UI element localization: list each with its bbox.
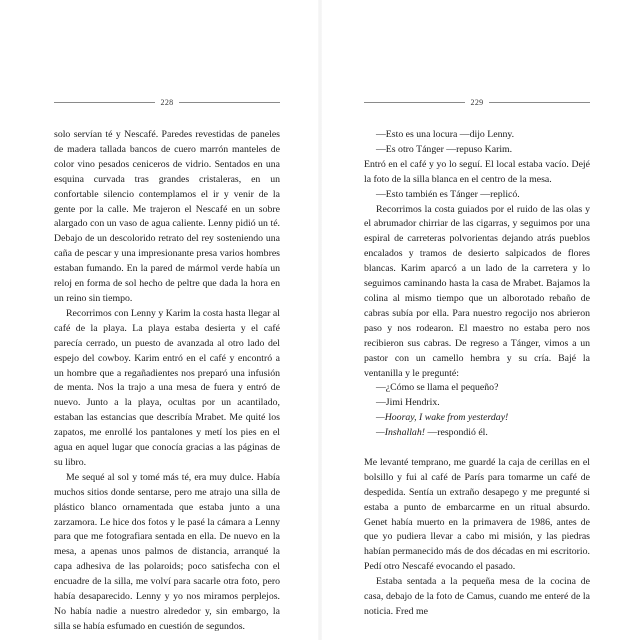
- paragraph: Recorrimos la costa guiados por el ruido de las olas y el abrumador chirriar de las cigarras, y seguimos por una espiral de carreteras polvorientas dejando atrás pueblos encalados y tramos de desierto salpicados de flores blancas. Karim aparcó a un lado de la carretera y lo seguimos caminando hasta la casa de Mrabet. Bajamos la colina al mismo tiempo que un alborotado rebaño de cabras subía por ella. Para nuestro regocijo nos abrieron paso y nos rodearon. El maestro no estaba pero nos recibieron sus cabras. De regreso a Tánger, vimos a un pastor con un camello hembra y su cría. Bajé la ventanilla y le pregunté:: [364, 203, 590, 379]
- page-number: 229: [470, 98, 484, 107]
- dialogue-line: —Esto es una locura —dijo Lenny.: [376, 129, 515, 140]
- right-page: [322, 0, 640, 640]
- paragraph: Estaba sentada a la pequeña mesa de la cocina de casa, debajo de la foto de Camus, cuando me enteré de la noticia. Fred me: [364, 576, 590, 617]
- header-rule-left: [54, 102, 155, 103]
- dialogue-line: —Jimi Hendrix.: [376, 397, 440, 409]
- dialogue-line: —¿Cómo se llama el pequeño?: [376, 382, 499, 394]
- paragraph: Entró en el café y yo lo seguí. El local estaba vacío. Dejé la foto de la silla blanca en el centro de la mesa.: [364, 158, 590, 185]
- dialogue-attribution: —respondió él.: [425, 427, 488, 439]
- italic-dialogue: —Hooray, I wake from yesterday!: [376, 412, 509, 424]
- dialogue-line: [364, 411, 590, 426]
- italic-dialogue: —Inshallah!: [376, 427, 425, 439]
- left-page: [0, 0, 318, 640]
- right-page-body: [364, 128, 590, 620]
- header-rule-left: [364, 102, 465, 103]
- header-rule-right: [179, 102, 280, 103]
- paragraph: Recorrimos con Lenny y Karim la costa hasta llegar al café de la playa. La playa estaba desierta y el café parecía cerrado, un puesto de avanzada al otro lado del espejo del cowboy. Karim entró en el café y encontró a un hombre que a regañadientes nos preparó una infusión de menta. Nos la trajo a una mesa de fuera y entró de nuevo. Junto a la playa, ocultas por un acantilado, estaban las estancias que describía Mrabet. Me quité los zapatos, me enrollé los pantalones y metí los pies en el agua en aquel lugar que conocía gracias a las páginas de su libro.: [54, 307, 280, 468]
- paragraph: solo servían té y Nescafé. Paredes revestidas de paneles de madera tallada bancos de cuero marrón manteles de color vino pesados ceniceros de vidrio. Sentados en una esquina curvada tras grandes cristaleras, en un confortable silencio contemplamos el ir y venir de la gente por la calle. Me trajeron el Nescafé en un sobre alargado con un vaso de agua caliente. Lenny pidió un té. Debajo de un descolorido retrato del rey sosteniendo una caña de pescar y una impresionante presa varios hombres estaban fumando. En la pared de mármol verde había un reloj en forma de sol hecho de peltre que dada la hora en un reino sin tiempo.: [54, 129, 280, 304]
- left-page-header: [54, 98, 280, 107]
- page-number: 228: [160, 98, 174, 107]
- header-rule-right: [489, 102, 590, 103]
- paragraph: Me levanté temprano, me guardé la caja de cerillas en el bolsillo y fui al café de París para tomarme un café de despedida. Sentía un extraño desapego y me pregunté si estaba a punto de embarcarme en un ritual absurdo. Genet había muerto en la primavera de 1986, antes de que yo pudiera llevar a cabo mi misión, y las piedras habían permanecido más de dos décadas en mi escritorio. Pedí otro Nescafé evocando el pasado.: [364, 456, 590, 573]
- dialogue-line: [364, 426, 590, 441]
- left-page-body: [54, 128, 280, 635]
- dialogue-line: —Esto también es Tánger —replicó.: [376, 188, 520, 200]
- right-page-header: [364, 98, 590, 107]
- dialogue-line: —Es otro Tánger —repuso Karim.: [376, 143, 513, 155]
- paragraph: Me sequé al sol y tomé más té, era muy dulce. Había muchos sitios donde sentarse, pero me atrajo una silla de plástico blanco ornamentada que estaba junto a una zarzamora. Le hice dos fotos y le pasé la cámara a Lenny para que me fotografiara sentada en ella. De nuevo en la mesa, a apenas unos palmos de distancia, arranqué la capa adhesiva de las polaroids; poco satisfecha con el encuadre de la silla, me volví para sacarle otra foto, pero había desaparecido. Lenny y yo nos miramos perplejos. No había nadie a nuestro alrededor y, sin embargo, la silla se había esfumado en cuestión de segundos.: [54, 471, 280, 632]
